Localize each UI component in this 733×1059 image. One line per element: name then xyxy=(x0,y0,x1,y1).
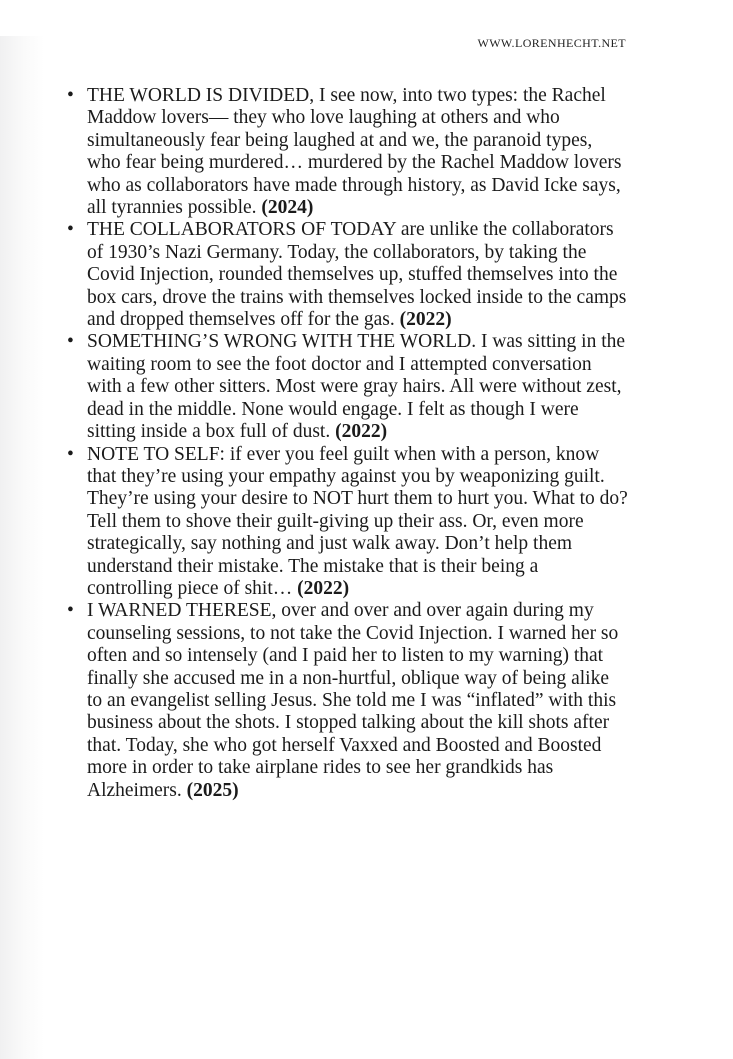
bullet-year: (2024) xyxy=(261,197,314,219)
bullet-year: (2022) xyxy=(399,309,452,331)
bullet-year: (2022) xyxy=(297,577,350,599)
list-item xyxy=(66,444,628,601)
bullet-icon: • xyxy=(67,331,74,353)
bullet-year: (2022) xyxy=(335,421,388,443)
bullet-text: I WARNED THERESE, over and over and over again during my counseling sessions, to not take the Covid Injection. I warned her so often and so intensely (and I paid her to listen to my warning) that finally she accused me in a non-hurtful, oblique way of being alike to an evangelist selling Jesus. She told me I was “inflated” with this business about the shots. I stopped talking about the kill shots after that. Today, she who got herself Vaxxed and Boosted and Boosted more in order to take airplane rides to see her grandkids has Alzheimers. xyxy=(87,600,619,801)
bullet-icon: • xyxy=(67,443,74,465)
bullet-text: THE WORLD IS DIVIDED, I see now, into two types: the Rachel Maddow lovers— they who love laughing at others and who simultaneously fear being laughed at and we, the paranoid types, who fear being murdered… murdered by the Rachel Maddow lovers who as collaborators have made through history, as David Icke says, all tyrannies possible. xyxy=(87,85,622,219)
list-item xyxy=(66,331,628,443)
bullet-year: (2025) xyxy=(186,779,239,801)
bullet-icon: • xyxy=(67,219,74,241)
list-item xyxy=(66,600,628,802)
site-header xyxy=(66,36,628,51)
bullet-text: NOTE TO SELF: if ever you feel guilt when with a person, know that they’re using your empathy against you by weaponizing guilt. They’re using your desire to NOT hurt them to hurt you. What to do? Tell them to shove their guilt-giving up their ass. Or, even more strategically, say nothing and just walk away. Don’t help them understand their mistake. The mistake that is their being a controlling piece of shit… xyxy=(87,443,628,599)
document-page xyxy=(66,36,628,802)
bullet-list xyxy=(66,85,628,802)
bullet-text: SOMETHING’S WRONG WITH THE WORLD. I was sitting in the waiting room to see the foot doctor and I attempted conversation with a few other sitters. Most were gray hairs. All were without zest, dead in the middle. None would engage. I felt as though I were sitting inside a box full of dust. xyxy=(87,331,626,443)
bullet-icon: • xyxy=(67,600,74,622)
page-edge-shadow xyxy=(0,36,44,1059)
list-item xyxy=(66,219,628,331)
bullet-icon: • xyxy=(67,85,74,106)
bullet-text: THE COLLABORATORS OF TODAY are unlike the collaborators of 1930’s Nazi Germany. Today, the collaborators, by taking the Covid Injection, rounded themselves up, stuffed themselves into the box cars, drove the trains with themselves locked inside to the camps and dropped themselves off for the gas. xyxy=(87,219,627,331)
site-url-text: WWW.LORENHECHT.NET xyxy=(477,36,626,50)
list-item xyxy=(66,85,628,219)
